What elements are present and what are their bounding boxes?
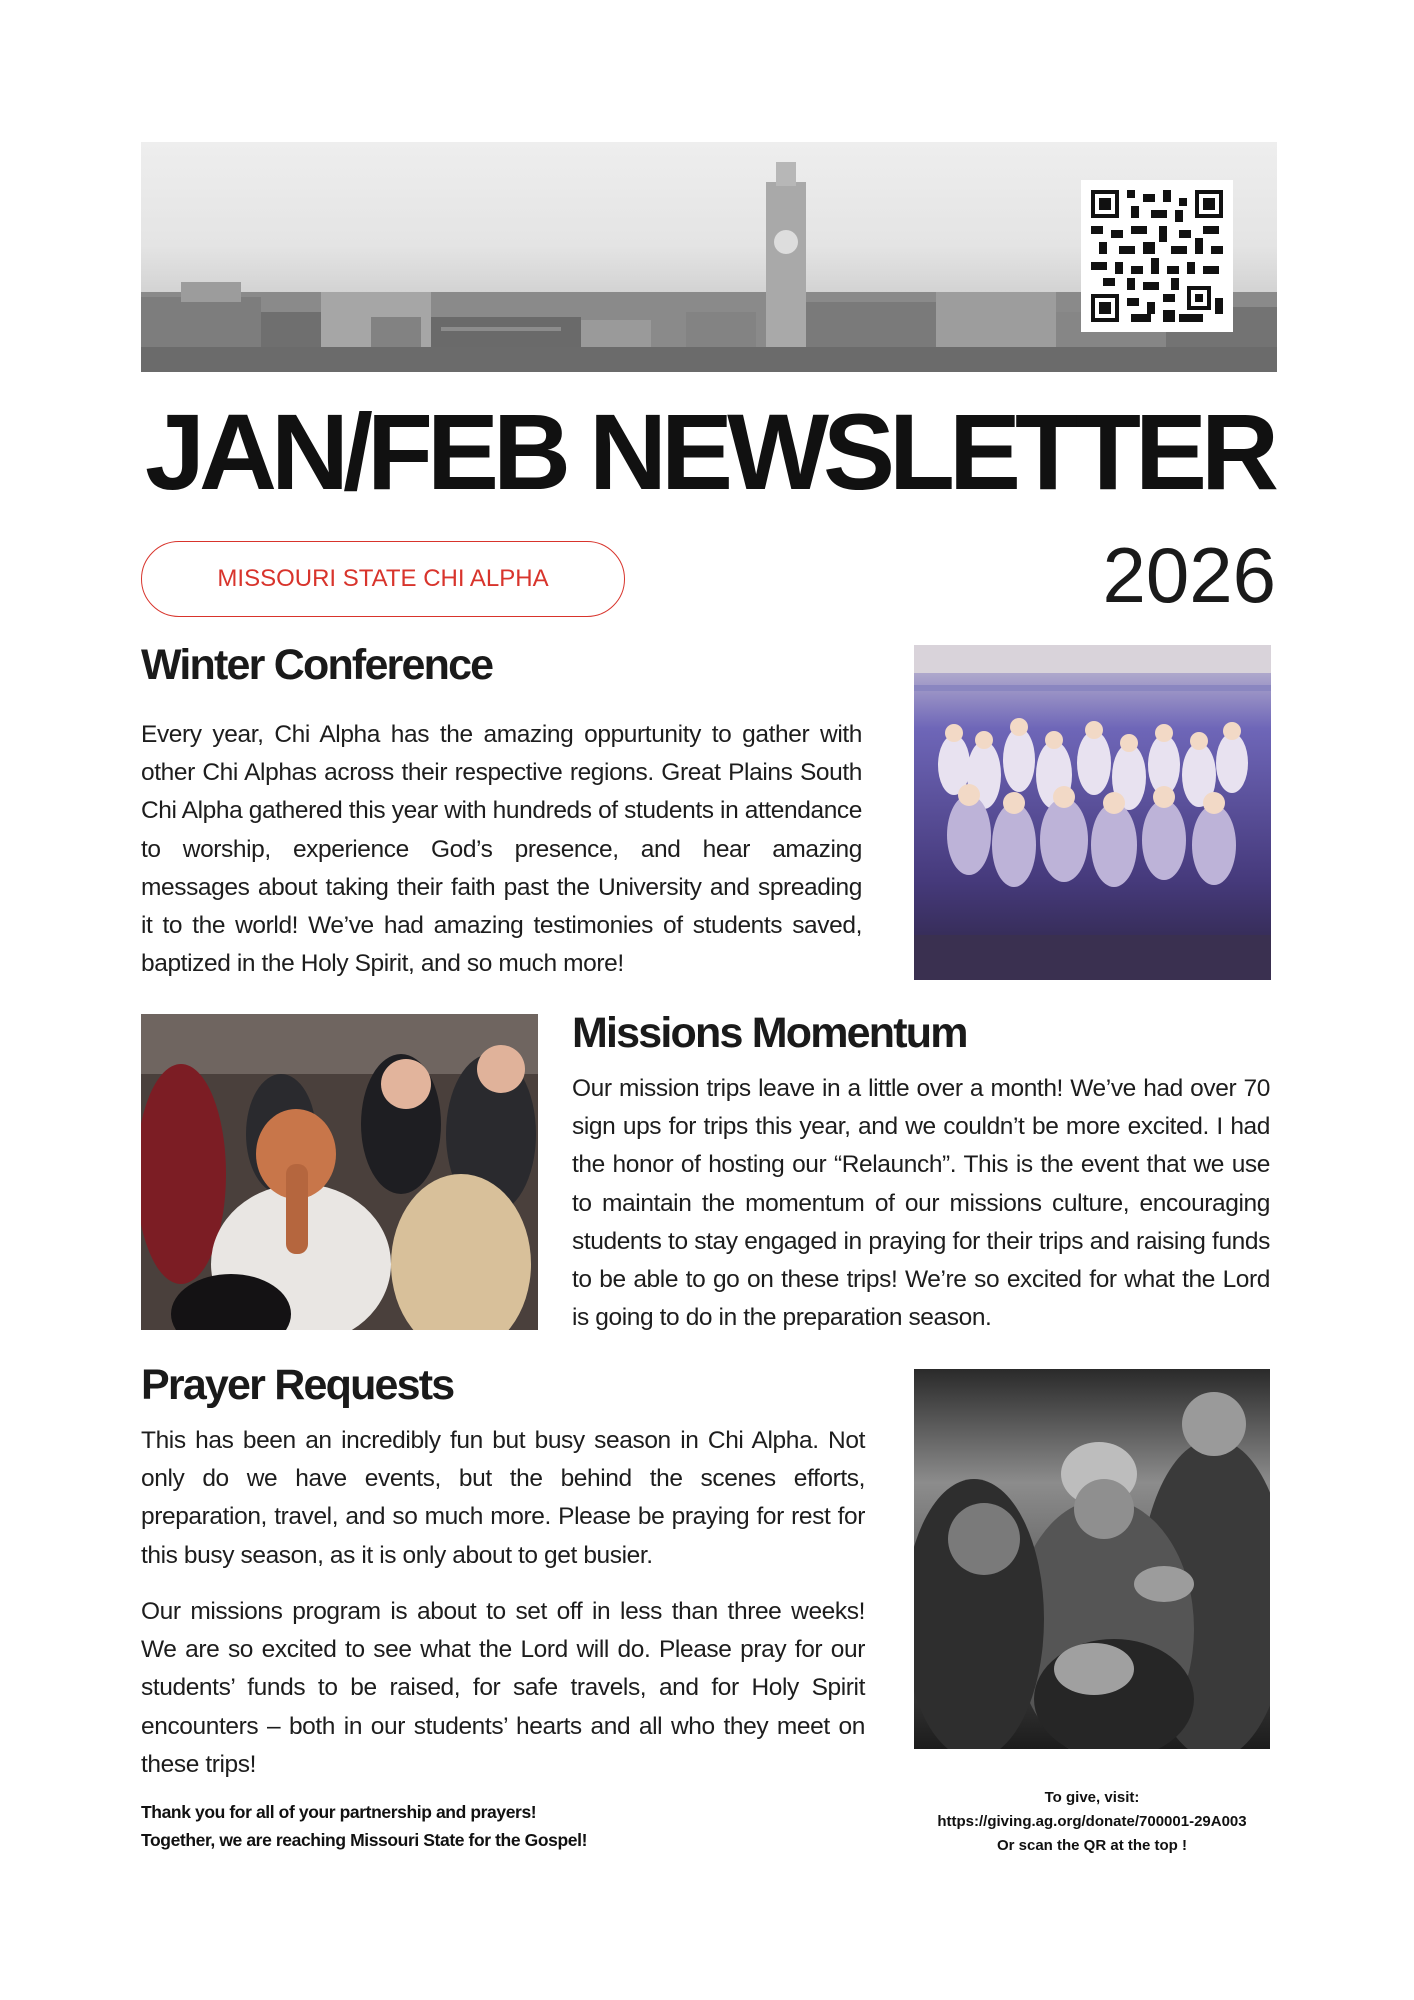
- winter-conference-body: [141, 716, 862, 983]
- prayer-requests-body-2: [141, 1593, 865, 1784]
- prayer-requests-photo: [914, 1369, 1270, 1749]
- donation-qr-hint: Or scan the QR at the top !: [996, 1837, 1188, 1854]
- missions-momentum-heading: Missions Momentum: [572, 1009, 967, 1057]
- missions-momentum-body: [572, 1070, 1270, 1337]
- newsletter-year: 2026: [1102, 531, 1276, 619]
- group-photo-illustration: [914, 645, 1271, 980]
- prayer-requests-heading: Prayer Requests: [141, 1361, 454, 1409]
- header-banner-image: [141, 142, 1277, 372]
- prayer-requests-paragraph-2: Our missions program is about to set off in less than three weeks! We are so excited to see what the Lord will do. Please pray for our students’ funds to be raised, for safe travels, and for Holy Spirit encounters – both in our students’ hearts and all who they meet on these trips!: [141, 1598, 865, 1778]
- thank-you-note: [141, 1798, 587, 1854]
- organization-badge: MISSOURI STATE CHI ALPHA: [141, 541, 625, 617]
- newsletter-title: JAN/FEB NEWSLETTER: [144, 391, 1274, 512]
- donation-link[interactable]: https://giving.ag.org/donate/700001-29A003: [937, 1813, 1247, 1830]
- donation-info: [914, 1786, 1270, 1858]
- missions-prayer-photo: [141, 1014, 538, 1330]
- winter-conference-heading: Winter Conference: [141, 641, 493, 689]
- prayer-circle-illustration: [141, 1014, 538, 1330]
- winter-conference-group-photo: [914, 645, 1271, 980]
- winter-conference-paragraph: Every year, Chi Alpha has the amazing oppurtunity to gather with other Chi Alphas across their respective regions. Great Plains South Chi Alpha gathered this year with hundreds of students in attendance to worship, experience God’s presence, and hear amazing messages about taking their faith past the University and spreading it to the world! We’ve had amazing testimonies of students saved, baptized in the Holy Spirit, and so much more!: [141, 721, 862, 978]
- prayer-requests-body-1: [141, 1422, 865, 1575]
- thank-you-line-2: Together, we are reaching Missouri State for the Gospel!: [141, 1830, 587, 1850]
- prayer-requests-paragraph-1: This has been an incredibly fun but busy season in Chi Alpha. Not only do we have events, but the behind the scenes efforts, preparation, travel, and so much more. Please be praying for rest for this busy season, as it is only about to get busier.: [141, 1427, 865, 1569]
- donation-label: To give, visit:: [1044, 1789, 1140, 1806]
- thank-you-line-1: Thank you for all of your partnership and prayers!: [141, 1802, 537, 1822]
- students-praying-illustration: [914, 1369, 1270, 1749]
- missions-momentum-paragraph: Our mission trips leave in a little over a month! We’ve had over 70 sign ups for trips this year, and we couldn’t be more excited. I had the honor of hosting our “Relaunch”. This is the event that we use to maintain the momentum of our missions culture, encouraging students to stay engaged in praying for their trips and raising funds to be able to go on these trips! We’re so excited for what the Lord is going to do in the preparation season.: [572, 1075, 1270, 1332]
- donation-qr-code[interactable]: [1081, 180, 1233, 332]
- qr-code-icon: [1091, 190, 1223, 322]
